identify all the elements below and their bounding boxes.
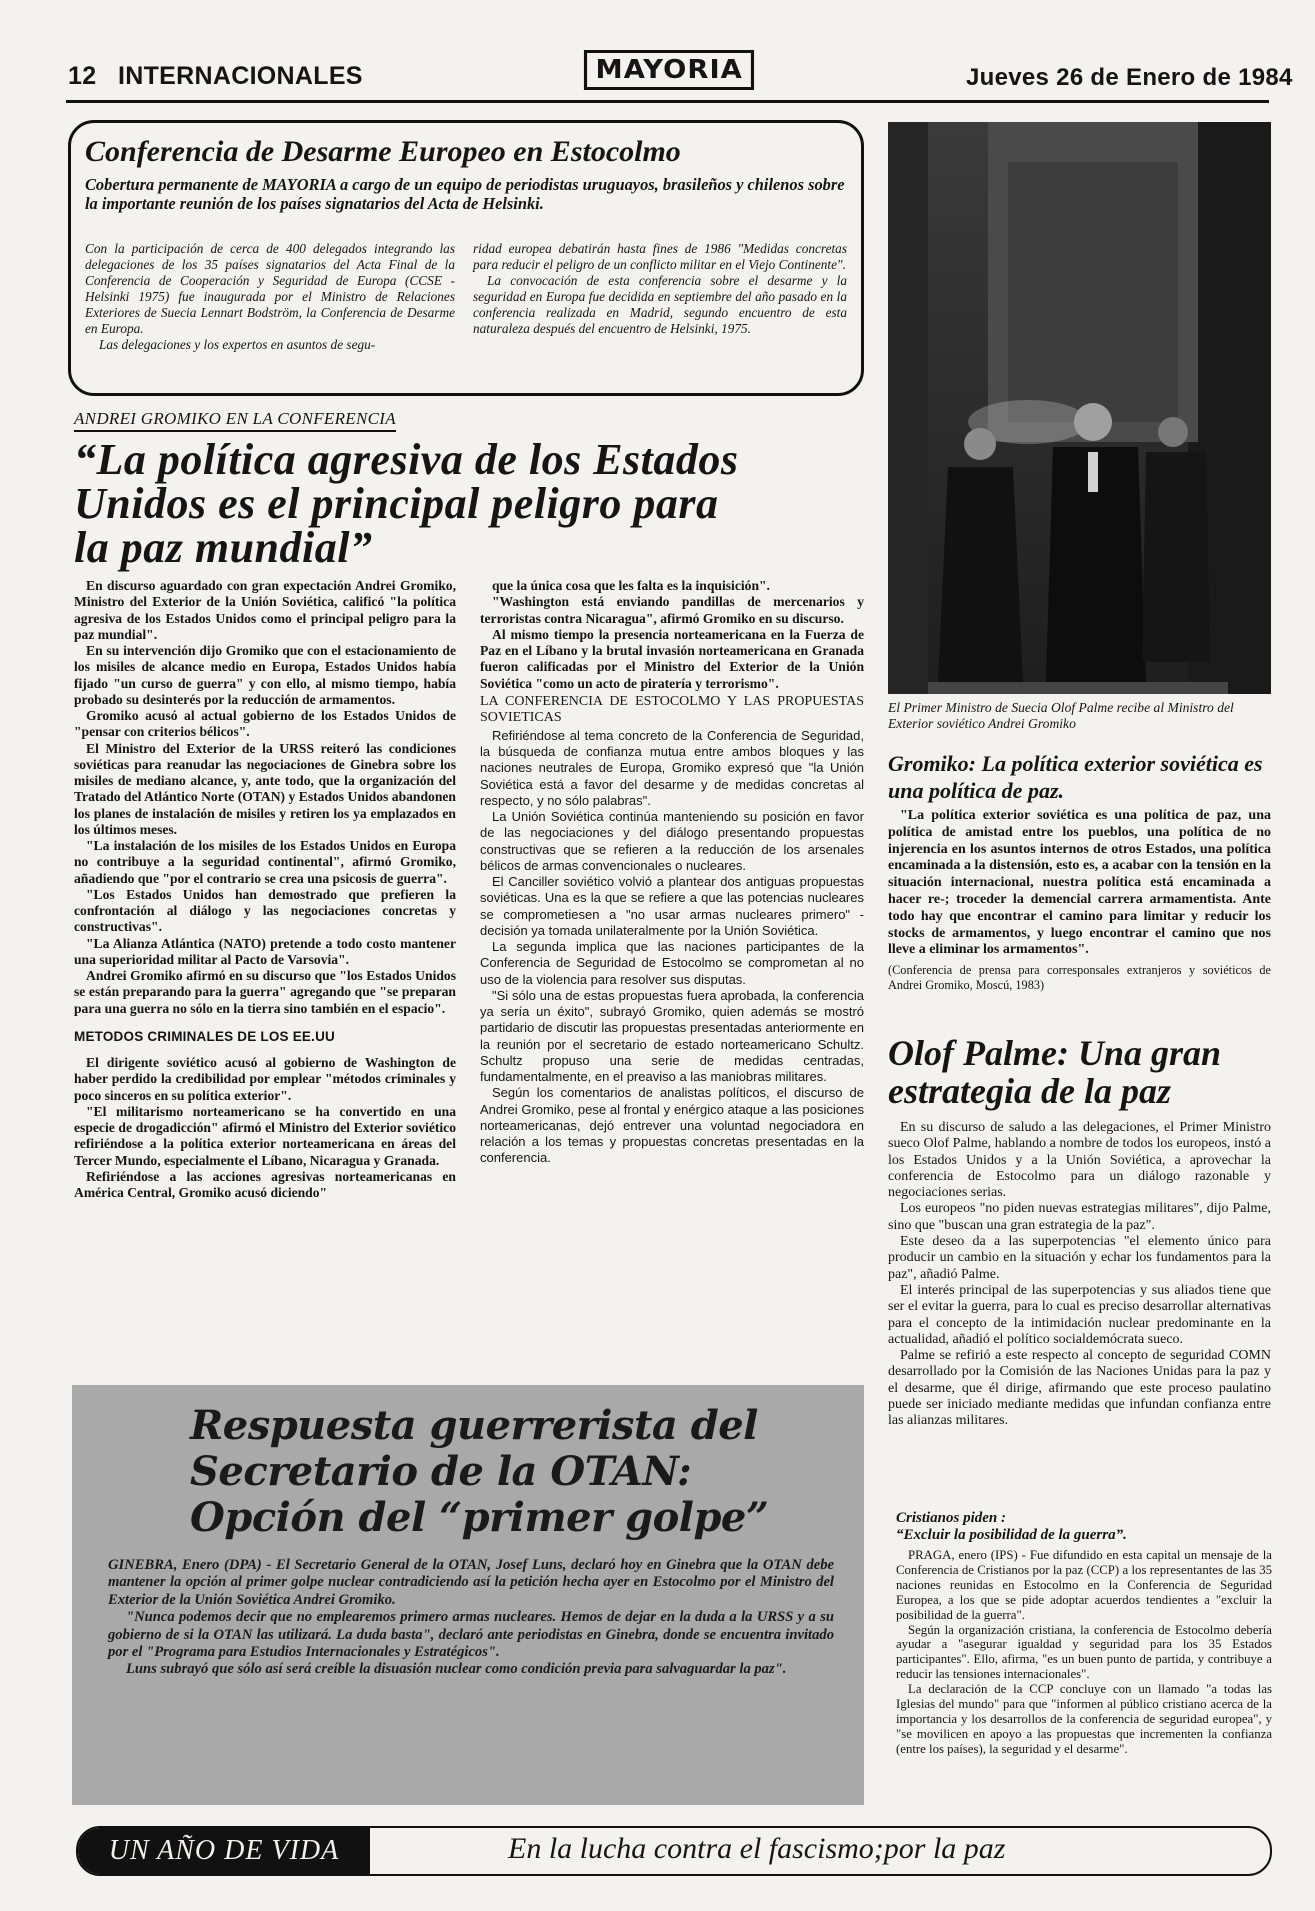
main-paragraph: El Canciller soviético volvió a plantear dos antiguas propuestas soviéticas. Una es la que se refiere a que las potencias nucleares se comprometiesen a "no usar armas nucleares primero" - decisión ya tomada unilateralmente por la Unión Soviética. (480, 874, 864, 938)
box-subtitle: Cobertura permanente de MAYORIA a cargo de un equipo de periodistas uruguayos, brasileños y chilenos sobre la importante reunión de los países signatarios del Acta de Helsinki. (85, 175, 845, 213)
box-column-2 (473, 241, 847, 337)
desarme-box (68, 120, 864, 396)
main-paragraph: "El militarismo norteamericano se ha convertido en una especie de drogadicción" afirmó el Ministro del Exterior soviético refiriéndose a la política exterior norteamericana en áreas del Tercer Mundo, especialmente el Líbano, Nicaragua y Granada. (74, 1103, 456, 1168)
palme-body (888, 1120, 1271, 1430)
main-paragraph: que la única cosa que les falta es la inquisición". (492, 578, 770, 593)
main-paragraph: Según los comentarios de analistas políticos, el discurso de Andrei Gromiko, pese al frontal y enérgico ataque a las posiciones norteamericanas, dejó entrever una voluntad negociadora en relación a los temas y propuestas concretas presentadas en la conferencia. (480, 1085, 864, 1166)
main-paragraph: Gromiko acusó al actual gobierno de los Estados Unidos de "pensar con criterios bélicos". (74, 708, 456, 740)
cristianos-paragraph: Según la organización cristiana, la conferencia de Estocolmo debería ayudar a "asegurar igualdad y seguridad para los 35 Estados participantes". Ello, afirma, "es un buen punto de partida, y contribuye a reducir las tensiones internacionales". (896, 1622, 1272, 1682)
footer-slogan: En la lucha contra el fascismo;por la paz (508, 1832, 1006, 1865)
main-paragraph: Andrei Gromiko afirmó en su discurso que "los Estados Unidos se están preparando para la guerra" agregando que "se preparan para una guerra no sólo en la tierra sino también en el espacio". (74, 968, 456, 1016)
box-column-1 (85, 241, 455, 353)
article-kicker: ANDREI GROMIKO EN LA CONFERENCIA (74, 409, 396, 432)
otan-paragraph: Luns subrayó que sólo así será creíble la disuasión nuclear como condición previa para salvaguardar la paz". (126, 1661, 787, 1678)
cristianos-headline-line-2: “Excluir la posibilidad de la guerra”. (896, 1527, 1127, 1543)
newspaper-logo: MAYORIA (584, 50, 754, 90)
cristianos-paragraph: PRAGA, enero (IPS) - Fue difundido en esta capital un mensaje de la Conferencia de Cristianos por la paz (CCP) a los representantes de las 35 naciones reunidas en Estocolmo en la Conferencia de Seguridad Europea, a los que se pide adoptar acuerdos tendientes a "excluir la posibilidad de la guerra". (896, 1548, 1272, 1622)
header-rule (66, 100, 1269, 103)
main-paragraph: El dirigente soviético acusó al gobierno de Washington de haber perdido la credibilidad por emplear "métodos criminales y poco sinceros en su política exterior". (74, 1055, 456, 1103)
otan-paragraph: GINEBRA, Enero (DPA) - El Secretario General de la OTAN, Josef Luns, declaró hoy en Ginebra que la OTAN debe mantener la opción al primer golpe nuclear contradiciendo así la petición hecha ayer en Estocolmo por el Ministro del Exterior de la Unión Soviética Andrei Gromiko. (108, 1557, 834, 1608)
box-title: Conferencia de Desarme Europeo en Estocolmo (85, 135, 681, 168)
main-paragraph: Refiriéndose al tema concreto de la Conferencia de Seguridad, la búsqueda de confianza mutua entre ambos bloques y las naciones neutrales de Europa, Gromiko expresó que "la Unión Soviética está a favor del desarme y de medidas concretas al respecto, y no sólo palabras". (480, 727, 864, 808)
main-paragraph: "La instalación de los misiles de los Estados Unidos en Europa no contribuye a la seguridad continental", afirmó Gromiko, añadiendo que "por el contrario se crea una psicosis de guerra". (74, 838, 456, 886)
main-paragraph: En discurso aguardado con gran expectación Andrei Gromiko, Ministro del Exterior de la Unión Soviética, calificó "la política agresiva de los Estados Unidos como el principal peligro para la paz mundial". (74, 578, 456, 642)
main-paragraph: "Si sólo una de estas propuestas fuera aprobada, la conferencia ya sería un éxito", subrayó Gromiko, quien además se mostró partidario de discutir las propuestas presentadas anteriormente en la reunión por el secretario de estado norteamericano Schultz. Schultz propuso una serie de medidas centradas, fundamentalmente, en el preaviso a las maniobras militares. (480, 987, 864, 1084)
main-paragraph: En su intervención dijo Gromiko que con el estacionamiento de los misiles de alcance medio en Europa, Estados Unidos había fijado "un curso de guerra" y con ello, al mismo tiempo, había probado su desinterés por la reducción de armamentos. (74, 643, 456, 707)
box-paragraph: La convocación de esta conferencia sobre el desarme y la seguridad en Europa fue decidida en septiembre del año pasado en la conferencia realizada en Madrid, segundo encuentro de esta naturaleza después del encuentro de Helsinki, 1975. (473, 273, 847, 336)
photo-image (888, 122, 1271, 694)
otan-headline-line-1: Respuesta guerrerista del (190, 1402, 758, 1449)
box-paragraph: Con la participación de cerca de 400 delegados integrando las delegaciones de los 35 países signatarios del Acta Final de la Conferencia de Cooperación y Seguridad de Europa (CCSE - Helsinki 1975) fue inaugurada por el Ministro de Relaciones Exteriores de Suecia Lennart Bodström, la Conferencia de Desarme en Europa. (85, 241, 455, 336)
otan-headline (190, 1403, 850, 1541)
side-note: (Conferencia de prensa para corresponsales extranjeros y soviéticos de Andrei Gromiko, Moscú, 1983) (888, 963, 1271, 993)
cristianos-body (896, 1548, 1272, 1757)
main-paragraph: "La Alianza Atlántica (NATO) pretende a todo costo mantener una superioridad militar al Pacto de Varsovia". (74, 935, 456, 967)
subhead-metodos: METODOS CRIMINALES DE LOS EE.UU (74, 1028, 335, 1044)
main-column-1 (74, 578, 456, 1201)
palme-paragraph: Palme se refirió a este respecto al concepto de seguridad COMN desarrollado por la Comisión de las Naciones Unidas para la paz y el desarme, que él dirige, afirmando que este proceso paulatino puede ser iniciado mediante medidas que infundan confianza entre las alianzas militares. (888, 1348, 1271, 1429)
footer-banner (76, 1826, 1272, 1876)
main-paragraph: El Ministro del Exterior de la URSS reiteró las condiciones soviéticas para reanudar las negociaciones de Ginebra sobre los misiles de mediano alcance, y, ante todo, que la organización del Tratado del Atlántico Norte (OTAN) y Estados Unidos abandonen los planes de instalación de misiles y retiren los ya emplazados en los últimos meses. (74, 740, 456, 837)
photo-caption: El Primer Ministro de Suecia Olof Palme recibe al Ministro del Exterior soviético Andrei Gromiko (888, 700, 1234, 731)
otan-body (108, 1557, 834, 1679)
main-paragraph: La segunda implica que las naciones participantes de la Conferencia de Seguridad de Estocolmo se comprometan al no uso de la violencia para resolver sus disputas. (480, 939, 864, 987)
page-number: 12 (68, 62, 97, 90)
main-paragraph: La Unión Soviética continúa manteniendo su posición en favor de las negociaciones y del diálogo presentando propuestas constructivas que se refieren a la reducción de los arsenales bélicos de armas convencionales o nucleares. (480, 809, 864, 873)
palme-headline: Olof Palme: Una gran estrategia de la paz (888, 1033, 1221, 1111)
cristianos-paragraph: La declaración de la CCP concluye con un llamado "a todas las Iglesias del mundo" para que "informen al público cristiano acerca de la importancia y los desarrollos de la conferencia de seguridad europea", y "se movilicen en apoyo a las propuestas que incrementen la confianza (entre los países), la seguridad y el desarme". (896, 1682, 1272, 1756)
otan-paragraph: "Nunca podemos decir que no emplearemos primero armas nucleares. Hemos de dejar en la duda a la URSS y a su gobierno de si la OTAN las utilizará. La duda basta", declaró ante periodistas en Ginebra, donde se encuentra invitado por el "Programa para Estudios Internacionales y Estratégicos". (108, 1609, 834, 1661)
main-paragraph: Al mismo tiempo la presencia norteamericana en la Fuerza de Paz en el Líbano y la brutal invasión norteamericana en Granada fueron calificadas por el Ministro del Exterior de la Unión Soviética "como un acto de piratería y terrorismo". (480, 626, 864, 691)
main-column-2 (480, 578, 864, 1167)
palme-paragraph: Este deseo da a las superpotencias "el elemento único para producir un cambio en la situación y echar los fundamentos para la paz", añadió Palme. (888, 1234, 1271, 1282)
cristianos-headline-line-1: Cristianos piden : (896, 1510, 1007, 1526)
palme-paragraph: En su discurso de saludo a las delegaciones, el Primer Ministro sueco Olof Palme, hablando a nombre de todos los europeos, instó a los Estados Unidos y a la Unión Soviética, a aprovechar la conferencia de Estocolmo para un diálogo razonable y negociaciones serias. (888, 1120, 1271, 1201)
palme-paragraph: Los europeos "no piden nuevas estrategias militares", dijo Palme, sino que "buscan una gran estrategia de la paz". (888, 1201, 1271, 1233)
otan-headline-line-2: Secretario de la OTAN: (190, 1448, 692, 1495)
side-body (888, 808, 1271, 993)
main-paragraph: Refiriéndose a las acciones agresivas norteamericanas en América Central, Gromiko acusó diciendo" (74, 1168, 456, 1200)
side-paragraph: "La política exterior soviética es una política de paz, una política de amistad entre los pueblos, una política de no injerencia en los asuntos internos de otros Estados, una política encaminada a la distensión, esto es, a acabar con la tensión en la situación internacional, nuestra política está encaminada a hacer re-; troceder la demencial carrera armamentista. Ante todo hay que encontrar el camino para limitar y reducir los stocks de armamentos, y luego encontrar el camino que nos lleve a eliminar los armamentos". (888, 808, 1271, 958)
otan-headline-line-3: Opción del “primer golpe” (190, 1494, 769, 1541)
palme-paragraph: El interés principal de las superpotencias y sus aliados tiene que ser el evitar la guerra, para lo cual es preciso desarrollar alternativas para el concepto de la intimidación nuclear predominante en la actualidad, añadió el político socialdemócrata sueco. (888, 1282, 1271, 1347)
side-headline: Gromiko: La política exterior soviética es una política de paz. (888, 751, 1263, 803)
main-headline: “La política agresiva de los Estados Unidos es el principal peligro para la paz mundial” (74, 435, 739, 572)
issue-date: Jueves 26 de Enero de 1984 (966, 64, 1293, 91)
news-photo (888, 122, 1271, 694)
otan-box (72, 1385, 864, 1805)
footer-left-label: UN AÑO DE VIDA (78, 1828, 370, 1874)
main-paragraph: "Los Estados Unidos han demostrado que prefieren la confrontación al diálogo y las negociaciones concretas y constructivas". (74, 886, 456, 935)
box-paragraph: Las delegaciones y los expertos en asuntos de segu- (99, 337, 376, 352)
section-title: INTERNACIONALES (118, 62, 363, 90)
main-paragraph: "Washington está enviando pandillas de mercenarios y terroristas contra Nicaragua", afirmó Gromiko en su discurso. (480, 594, 864, 626)
cristianos-headline (896, 1510, 1272, 1544)
box-paragraph: ridad europea debatirán hasta fines de 1986 "Medidas concretas para reducir el peligro de un conflicto militar en el Viejo Continente". (473, 241, 847, 272)
subhead-conferencia: LA CONFERENCIA DE ESTOCOLMO Y LAS PROPUESTAS SOVIETICAS (480, 693, 864, 725)
